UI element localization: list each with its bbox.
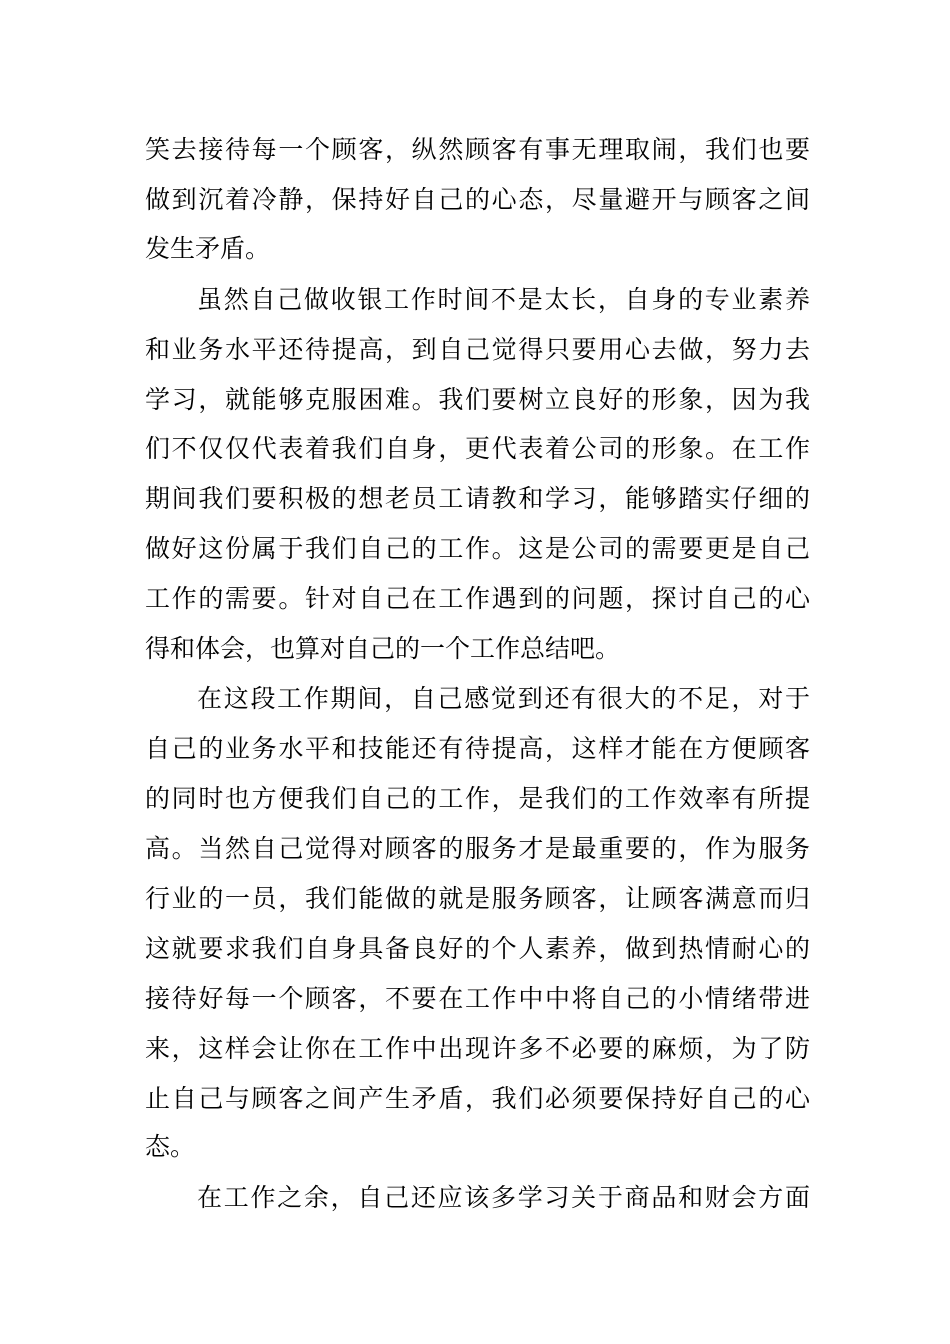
text-line: 做到沉着冷静，保持好自己的心态，尽量避开与顾客之间 [145, 185, 810, 214]
text-line: 得和体会，也算对自己的一个工作总结吧。 [145, 634, 621, 663]
text-line: 来，这样会让你在工作中出现许多不必要的麻烦，为了防 [145, 1034, 810, 1063]
text-line: 的同时也方便我们自己的工作，是我们的工作效率有所提 [145, 784, 810, 813]
text-line: 这就要求我们自身具备良好的个人素养，做到热情耐心的 [145, 934, 810, 963]
text-line: 高。当然自己觉得对顾客的服务才是最重要的，作为服务 [145, 834, 810, 863]
text-line: 和业务水平还待提高，到自己觉得只要用心去做，努力去 [145, 335, 810, 364]
paragraph-first-line: 在这段工作期间，自己感觉到还有很大的不足，对于 [197, 684, 810, 713]
text-line: 笑去接待每一个顾客，纵然顾客有事无理取闹，我们也要 [145, 135, 810, 164]
text-line: 止自己与顾客之间产生矛盾，我们必须要保持好自己的心 [145, 1084, 810, 1113]
text-line: 期间我们要积极的想老员工请教和学习，能够踏实仔细的 [145, 484, 810, 513]
text-line: 学习，就能够克服困难。我们要树立良好的形象，因为我 [145, 385, 810, 414]
text-line: 态。 [145, 1132, 196, 1161]
text-line: 自己的业务水平和技能还有待提高，这样才能在方便顾客 [145, 734, 810, 763]
text-line: 做好这份属于我们自己的工作。这是公司的需要更是自己 [145, 534, 810, 563]
paragraph-first-line: 在工作之余，自己还应该多学习关于商品和财会方面 [197, 1183, 810, 1212]
text-line: 工作的需要。针对自己在工作遇到的问题，探讨自己的心 [145, 584, 810, 613]
text-line: 发生矛盾。 [145, 234, 271, 263]
text-line: 接待好每一个顾客，不要在工作中中将自己的小情绪带进 [145, 984, 810, 1013]
paragraph-first-line: 虽然自己做收银工作时间不是太长，自身的专业素养 [197, 285, 810, 314]
text-line: 们不仅仅代表着我们自身，更代表着公司的形象。在工作 [145, 434, 810, 463]
text-line: 行业的一员，我们能做的就是服务顾客，让顾客满意而归 [145, 884, 810, 913]
